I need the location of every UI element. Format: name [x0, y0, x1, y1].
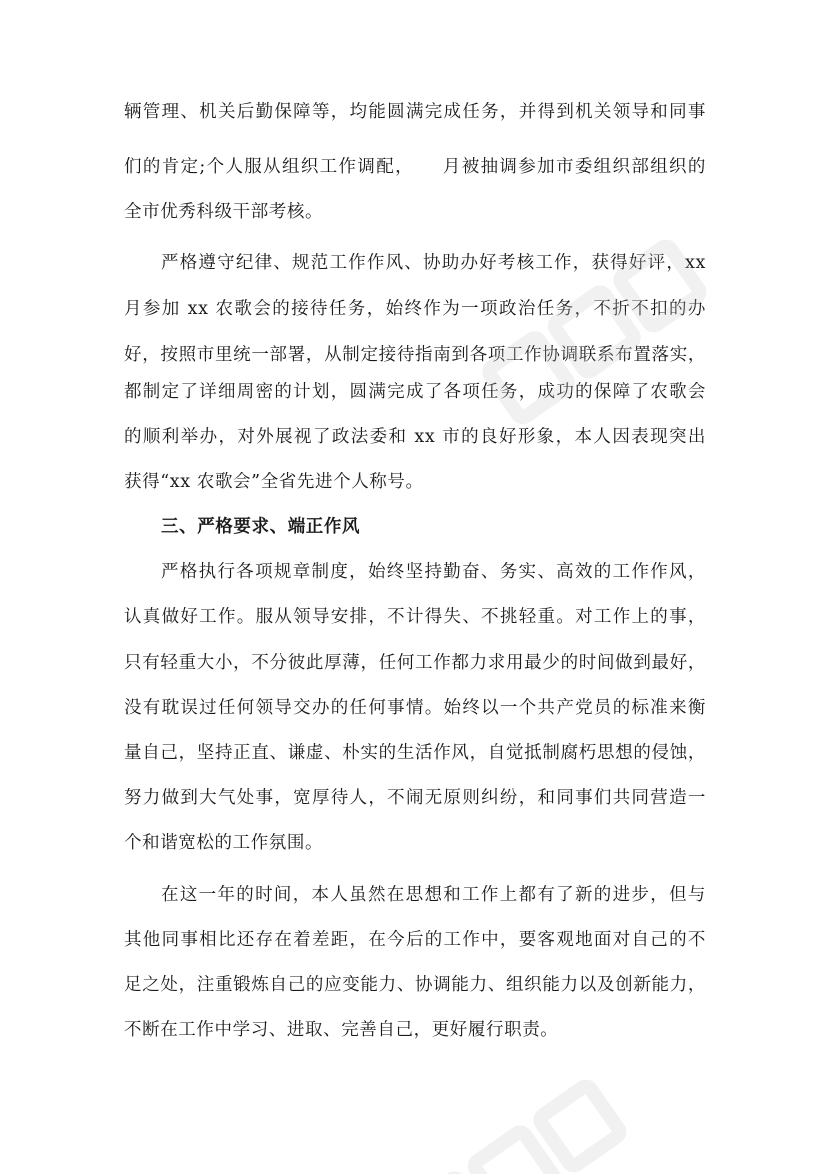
- text-line: 的顺利举办，对外展视了政法委和 xx 市的良好形象，本人因表现突出: [124, 427, 706, 447]
- text-line: 努力做到大气处事，宽厚待人，不闹无原则纠纷，和同事们共同营造一: [124, 788, 706, 808]
- text-line: 都制定了详细周密的计划，圆满完成了各项任务，成功的保障了农歌会: [124, 382, 706, 402]
- text-line: 认真做好工作。服从领导安排，不计得失、不挑轻重。对工作上的事，: [124, 607, 706, 627]
- text-line: 量自己，坚持正直、谦虚、朴实的生活作风，自觉抵制腐朽思想的侵蚀，: [124, 743, 706, 763]
- text-line: 足之处，注重锻炼自己的应变能力、协调能力、组织能力以及创新能力，: [124, 975, 706, 995]
- text-line: 获得“xx 农歌会”全省先进个人称号。: [124, 472, 424, 492]
- text-line: 个和谐宽松的工作氛围。: [124, 833, 324, 853]
- text-line: 月参加 xx 农歌会的接待任务，始终作为一项政治任务，不折不扣的办: [124, 299, 706, 319]
- text-line: 辆管理、机关后勤保障等，均能圆满完成任务，并得到机关领导和同事: [124, 102, 706, 122]
- text-line: 在这一年的时间，本人虽然在思想和工作上都有了新的进步，但与: [161, 885, 706, 905]
- text-line: 们的肯定;个人服从组织工作调配， 月被抽调参加市委组织部组织的: [124, 157, 706, 177]
- text-line: 其他同事相比还存在着差距，在今后的工作中，要客观地面对自己的不: [124, 930, 706, 950]
- text-line: 全市优秀科级干部考核。: [124, 202, 324, 222]
- watermark-graphic: [460, 240, 740, 440]
- text-line: 只有轻重大小，不分彼此厚薄，任何工作都力求用最少的时间做到最好，: [124, 653, 706, 673]
- text-line: 严格遵守纪律、规范工作作风、协助办好考核工作，获得好评，xx: [161, 253, 706, 273]
- text-line: 好，按照市里统一部署，从制定接待指南到各项工作协调联系布置落实，: [124, 345, 706, 365]
- text-line: 严格执行各项规章制度，始终坚持勤奋、务实、高效的工作作风，: [161, 562, 706, 582]
- text-line: 不断在工作中学习、进取、完善自己，更好履行职责。: [124, 1020, 559, 1040]
- section-heading: 三、严格要求、端正作风: [161, 517, 361, 537]
- watermark-graphic: [380, 1080, 660, 1174]
- text-line: 没有耽误过任何领导交办的任何事情。始终以一个共产党员的标准来衡: [124, 698, 706, 718]
